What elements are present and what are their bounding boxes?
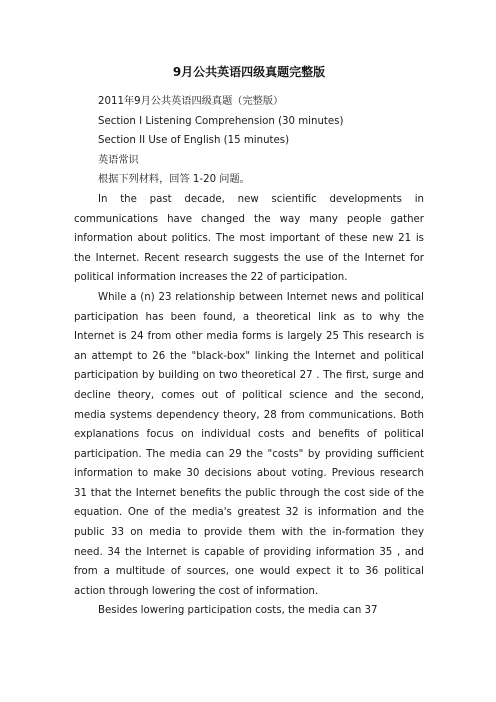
- passage-paragraph-1: In the past decade, new scientific developments in communications have changed the way many people gather information about politics. The most important of these new 21 is the Internet. Recent research suggests the use of the Internet for political information increases the 22 of participation.: [74, 193, 424, 284]
- section-2-line: Section II Use of English (15 minutes): [98, 135, 290, 147]
- document-title: 9月公共英语四级真题完整版: [172, 65, 326, 79]
- exam-title-line: 2011年9月公共英语四级真题（完整版）: [98, 96, 284, 107]
- instruction-line: 根据下列材料，回答 1-20 问题。: [98, 174, 250, 186]
- passage: [74, 190, 424, 621]
- subsection-line: 英语常识: [98, 154, 139, 166]
- section-1-line: Section I Listening Comprehension (30 minutes): [98, 115, 344, 127]
- passage-paragraph-3: Besides lowering participation costs, the media can 37: [98, 605, 378, 617]
- document-header-lines: [74, 92, 424, 190]
- passage-paragraph-2: While a (n) 23 relationship between Internet news and political participation has been found, a theoretical link as to why the Internet is 24 from other media forms is largely 25 This research is an attempt to 26 the "black-box" linking the Internet and political participation by building on two theoretical 27 . The first, surge and decline theory, comes out of political science and the second, media systems dependency theory, 28 from communications. Both explanations focus on individual costs and benefits of political participation. The media can 29 the "costs" by providing sufficient information to make 30 decisions about voting. Previous research 31 that the Internet benefits the public through the cost side of the equation. One of the media's greatest 32 is information and the public 33 on media to provide them with the in-formation they need. 34 the Internet is capable of providing information 35 , and from a multitude of sources, one would expect it to 36 political action through lowering the cost of information.: [74, 291, 424, 597]
